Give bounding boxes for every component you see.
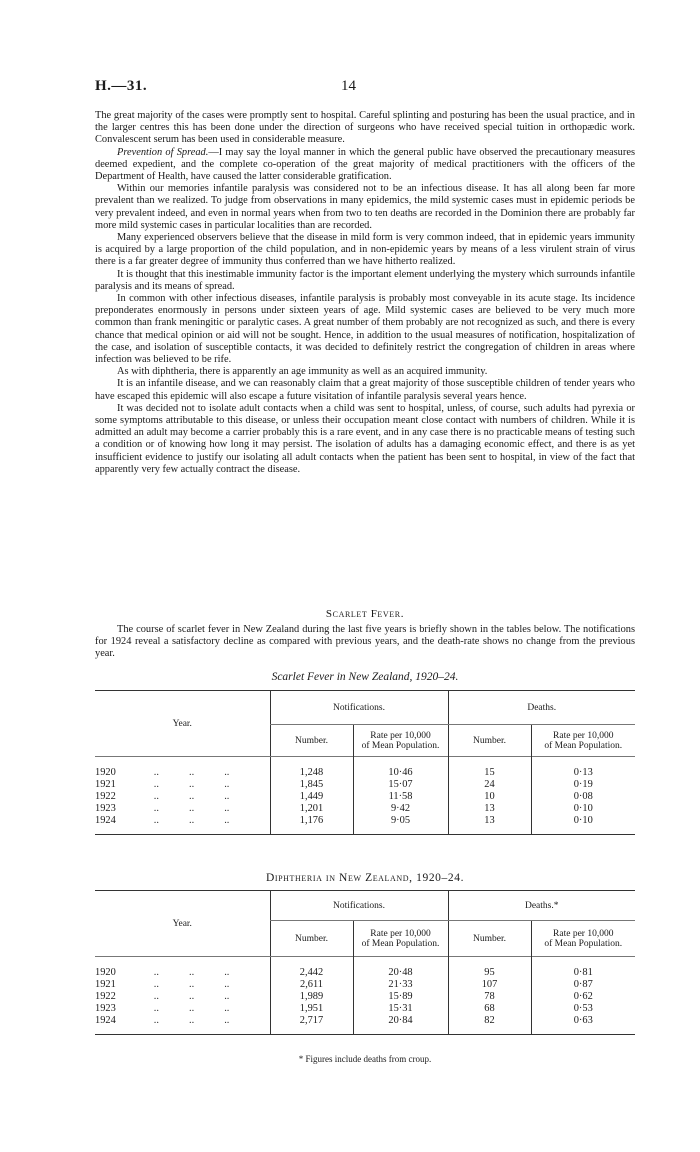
scarlet-intro [95,624,635,661]
paragraph: It is thought that this inestimable immunity factor is the important element underlying the mystery which surrounds infantile paralysis and its means of spread. [95,268,635,292]
deaths-number-cell: 10 [448,791,531,803]
year-cell: 1921 [95,978,116,990]
year-cell: 1923 [95,802,116,814]
paragraph-prevention [95,147,635,184]
notif-number-cell: 1,176 [270,815,353,827]
scarlet-fever-heading: Scarlet Fever. [325,608,405,620]
deaths-rate-cell: 0·08 [531,791,635,803]
paragraph-text: —I may say the loyal manner in which the general public have observed the precautionary measures deemed expedient, and the complete co-operation of the great majority of medical practitioners with the officers of the Department of Health, have caused the latter considerable gratification. [95,146,635,183]
paragraph: As with diphtheria, there is apparently an age immunity as well as an acquired immunity. [117,366,488,378]
deaths-header: Deaths. [448,691,635,725]
body-text [95,110,635,476]
prevention-heading: Prevention of Spread. [117,146,209,158]
notif-number-cell: 1,951 [270,1003,353,1015]
page-number: 14 [341,78,356,94]
table-row: 1923 .. .. .. 1,201 9·42 13 0·10 [95,803,635,815]
deaths-rate-cell: 0·63 [531,1015,635,1027]
deaths-number-header: Number. [448,921,531,957]
year-cell: 1924 [95,814,116,826]
page-header [95,78,635,98]
notif-rate-cell: 11·58 [353,791,448,803]
table-row: 1920 .. .. .. 1,248 10·46 15 0·13 [95,767,635,779]
notif-rate-cell: 21·33 [353,979,448,991]
deaths-number-cell: 13 [448,803,531,815]
deaths-number-cell: 95 [448,967,531,979]
notif-rate-cell: 15·31 [353,1003,448,1015]
paragraph: The course of scarlet fever in New Zealand during the last five years is briefly shown in the tables below. The notifications for 1924 reveal a satisfactory decline as compared with previous years, and the death-rate shows no change from the previous year. [95,624,635,660]
deaths-number-header: Number. [448,725,531,757]
year-cell: 1921 [95,778,116,790]
paragraph: Within our memories infantile paralysis was considered not to be an infectious disease. It has all along been far more prevalent than we realized. To judge from observations in many epidemics, the mild systemic cases must in epidemic periods be very prevalent indeed, and even in normal years when from two to ten deaths are recorded in the Dominion there are probably far more mild systemic cases in particular localities than are recorded. [95,183,635,231]
notif-rate-cell: 20·84 [353,1015,448,1027]
notif-number-cell: 1,248 [270,767,353,779]
paragraph: It is an infantile disease, and we can reasonably claim that a great majority of those susceptible children of tender years who have escaped this epidemic will also escape a future visitation of infantile paralysis several years hence. [95,378,635,402]
notif-rate-cell: 15·89 [353,991,448,1003]
notif-number-cell: 1,449 [270,791,353,803]
deaths-rate-cell: 0·13 [531,767,635,779]
notif-number-cell: 2,611 [270,979,353,991]
notif-number-header: Number. [270,921,353,957]
year-cell: 1922 [95,990,116,1002]
deaths-number-cell: 78 [448,991,531,1003]
diphtheria-footnote: * Figures include deaths from croup. [298,1054,432,1064]
paragraph: Many experienced observers believe that the disease in mild form is very common indeed, that in epidemic years immunity is acquired by a large proportion of the child population, and in non-epidemic years by means of a less virulent strain of virus there is a far greater degree of immunity thus conferred than we have hitherto realized. [95,232,635,268]
notif-number-cell: 2,442 [270,967,353,979]
scarlet-fever-table [95,690,635,835]
deaths-number-cell: 24 [448,779,531,791]
deaths-header: Deaths.* [448,891,635,921]
notif-rate-cell: 10·46 [353,767,448,779]
notif-number-cell: 1,845 [270,779,353,791]
year-cell: 1924 [95,1014,116,1026]
year-cell: 1920 [95,966,116,978]
deaths-rate-cell: 0·62 [531,991,635,1003]
year-header: Year. [95,691,270,757]
year-cell: 1923 [95,1002,116,1014]
deaths-rate-header: Rate per 10,000 of Mean Population. [531,921,635,957]
deaths-number-cell: 82 [448,1015,531,1027]
notif-rate-cell: 9·42 [353,803,448,815]
notif-rate-cell: 9·05 [353,815,448,827]
deaths-number-cell: 68 [448,1003,531,1015]
notif-number-cell: 2,717 [270,1015,353,1027]
deaths-rate-cell: 0·10 [531,803,635,815]
notif-number-header: Number. [270,725,353,757]
table-row: 1920 .. .. .. 2,442 20·48 95 0·81 [95,967,635,979]
year-header: Year. [95,891,270,957]
paragraph: It was decided not to isolate adult contacts when a child was sent to hospital, unless, of course, such adults had pyrexia or some symptoms attributable to this disease, or unless their occupation meant close contact with numbers of children. While it is admitted an adult may become a carrier probably this is a rare event, and in any case there is no practicable means of testing such a condition or of knowing how long it may persist. The isolation of adults has a damaging economic effect, and there is as yet insufficient evidence to justify our isolating all adult contacts when the patient has been sent to hospital, in view of the fact that apparently very few actually contract the disease. [95,402,635,475]
diphtheria-table [95,890,635,1035]
table-row: 1921 .. .. .. 1,845 15·07 24 0·19 [95,779,635,791]
deaths-number-cell: 13 [448,815,531,827]
year-cell: 1920 [95,766,116,778]
table-row: 1923 .. .. .. 1,951 15·31 68 0·53 [95,1003,635,1015]
table-row: 1922 .. .. .. 1,449 11·58 10 0·08 [95,791,635,803]
table-row: 1921 .. .. .. 2,611 21·33 107 0·87 [95,979,635,991]
table-row: 1924 .. .. .. 2,717 20·84 82 0·63 [95,1015,635,1027]
deaths-rate-cell: 0·19 [531,779,635,791]
table-row: 1924 .. .. .. 1,176 9·05 13 0·10 [95,815,635,827]
scarlet-table-title: Scarlet Fever in New Zealand, 1920–24. [271,671,459,683]
notifications-header: Notifications. [270,891,448,921]
notif-number-cell: 1,989 [270,991,353,1003]
notif-rate-cell: 15·07 [353,779,448,791]
paragraph: The great majority of the cases were promptly sent to hospital. Careful splinting and posturing has been the usual practice, and in the larger centres this has been done under the direction of surgeons who have received special tuition in orthopædic work. Convalescent serum has been used in considerable measure. [95,110,635,146]
deaths-rate-header: Rate per 10,000 of Mean Population. [531,725,635,757]
deaths-rate-cell: 0·81 [531,967,635,979]
notif-rate-header: Rate per 10,000 of Mean Population. [353,725,448,757]
year-cell: 1922 [95,790,116,802]
deaths-number-cell: 107 [448,979,531,991]
deaths-rate-cell: 0·10 [531,815,635,827]
notifications-header: Notifications. [270,691,448,725]
document-reference: H.—31. [95,78,148,94]
deaths-rate-cell: 0·87 [531,979,635,991]
table-row: 1922 .. .. .. 1,989 15·89 78 0·62 [95,991,635,1003]
notif-rate-cell: 20·48 [353,967,448,979]
deaths-rate-cell: 0·53 [531,1003,635,1015]
notif-number-cell: 1,201 [270,803,353,815]
notif-rate-header: Rate per 10,000 of Mean Population. [353,921,448,957]
deaths-number-cell: 15 [448,767,531,779]
paragraph: In common with other infectious diseases, infantile paralysis is probably most conveyable in its acute stage. Its incidence preponderates enormously in persons under sixteen years of age. Mild systemic cases are believed to be very much more common than frank meningitic or paralytic cases. A great number of them probably are not recognized as such, and there is every chance that medical opinion or aid will not be sought. Hence, in addition to the usual measures of notification, hospitalization of the case, and isolation of susceptible contacts, it was decided to definitely restrict the congregation of children in areas where infection was believed to be rife. [95,293,635,366]
diphtheria-table-title: Diphtheria in New Zealand, 1920–24. [265,872,465,884]
